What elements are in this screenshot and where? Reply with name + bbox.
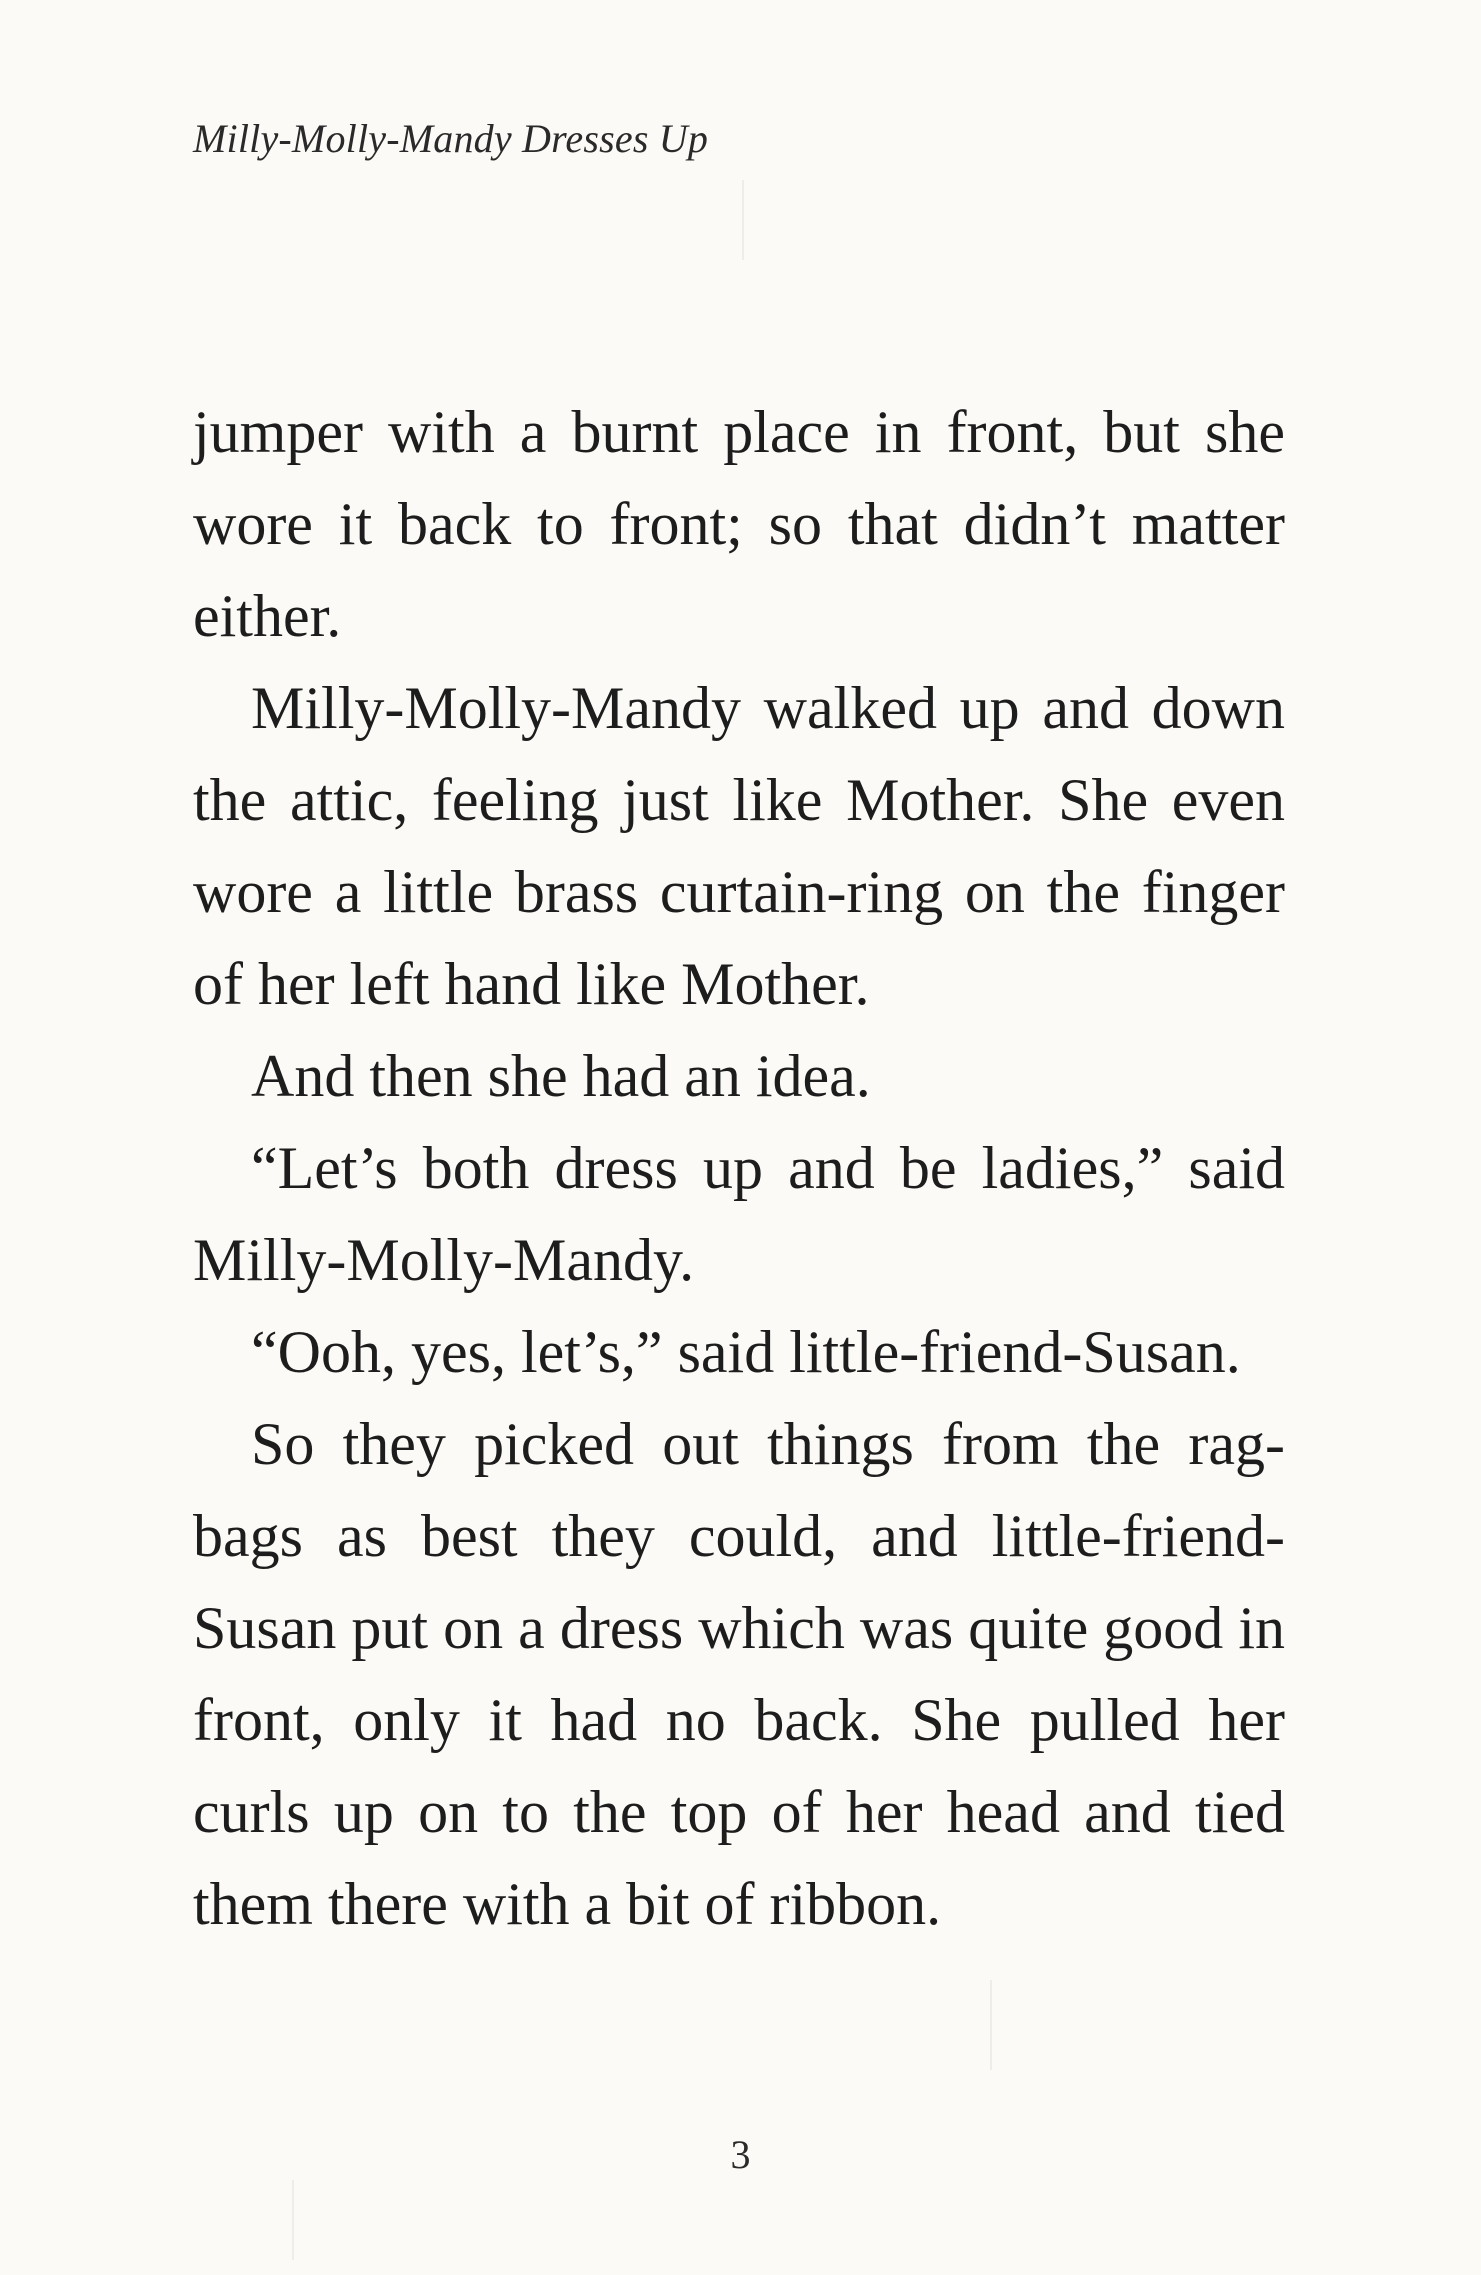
paragraph: “Ooh, yes, let’s,” said little-friend-Susan. <box>251 1319 1241 1385</box>
paragraph: And then she had an idea. <box>251 1043 871 1109</box>
scan-artifact <box>990 1980 992 2070</box>
page-number: 3 <box>730 2132 751 2177</box>
body-text <box>193 386 1285 1950</box>
paragraph: jumper with a burnt place in front, but she wore it back to front; so that didn’t matter either. <box>193 399 1285 649</box>
running-head: Milly-Molly-Mandy Dresses Up <box>193 116 709 161</box>
paragraph: So they picked out things from the rag-bags as best they could, and little-friend-Susan put on a dress which was quite good in front, only it had no back. She pulled her curls up on to the top of her head and tied them there with a bit of ribbon. <box>193 1411 1285 1937</box>
paragraph: Milly-Molly-Mandy walked up and down the attic, feeling just like Mother. She even wore a little brass curtain-ring on the finger of her left hand like Mother. <box>193 675 1285 1017</box>
paragraph: “Let’s both dress up and be ladies,” said Milly-Molly-Mandy. <box>193 1135 1285 1293</box>
scan-artifact <box>742 180 744 260</box>
scan-artifact <box>292 2180 294 2260</box>
